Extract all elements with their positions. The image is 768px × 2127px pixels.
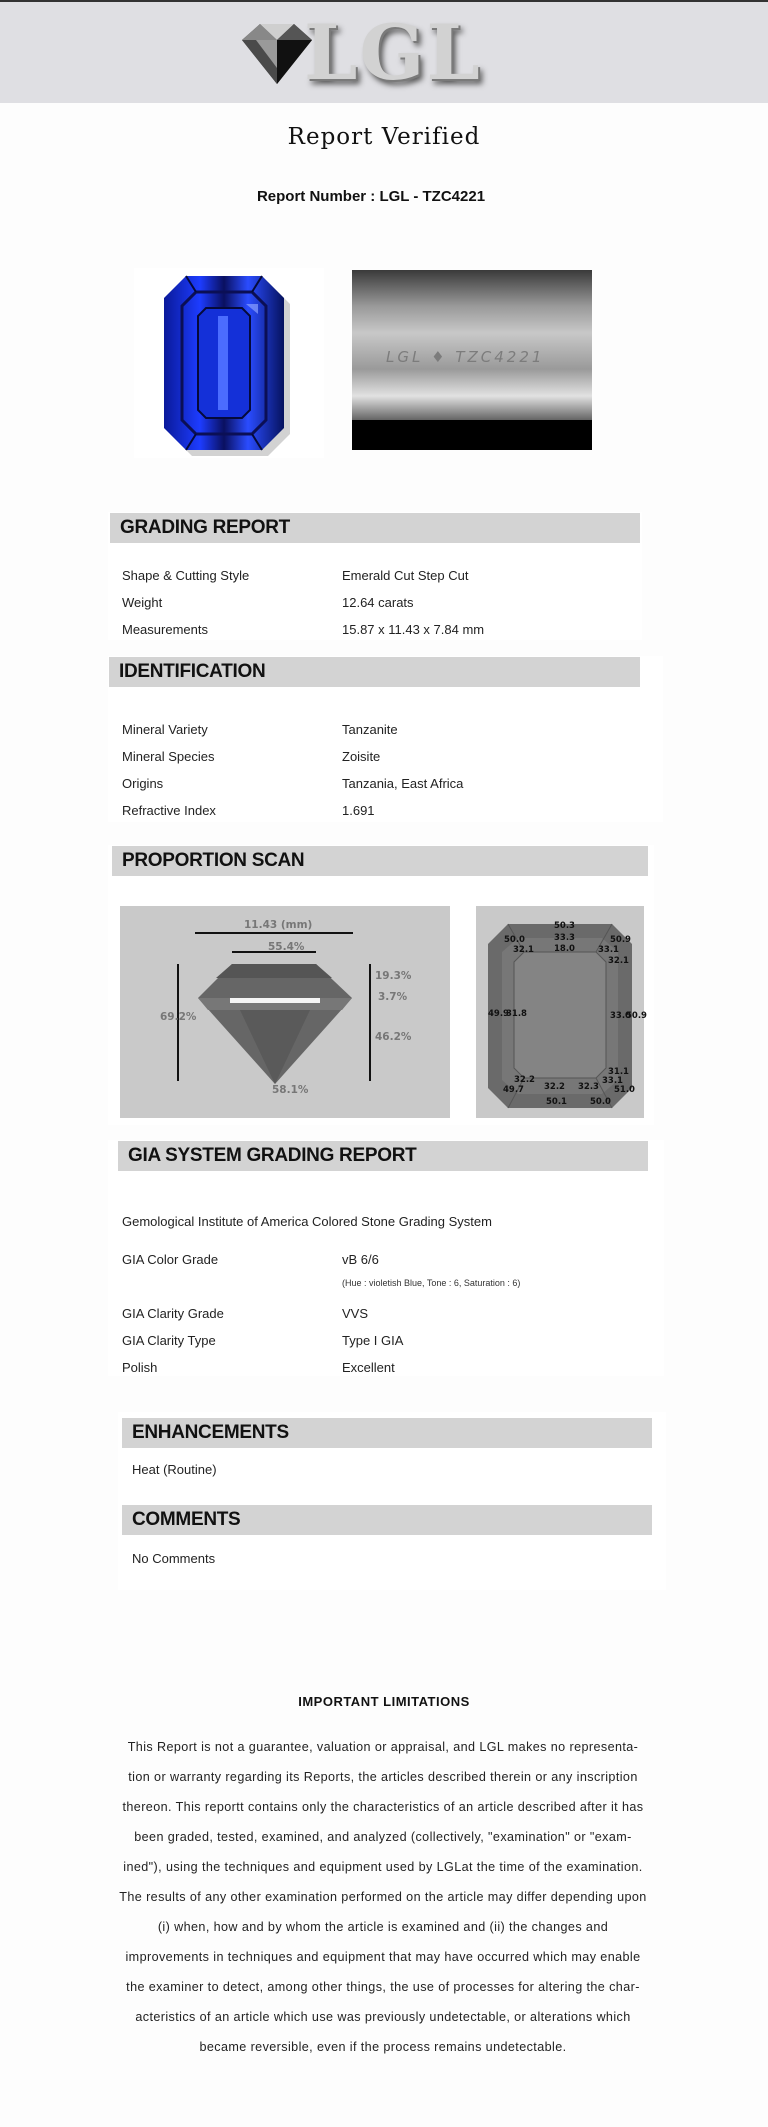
girdle-percent: 3.7% xyxy=(378,991,408,1003)
gia-heading: GIA SYSTEM GRADING REPORT xyxy=(118,1141,648,1171)
polish-value: Excellent xyxy=(342,1360,395,1375)
right-inner-value: 33.0 xyxy=(610,1011,631,1021)
side-profile-svg xyxy=(120,906,450,1118)
enhancements-text: Heat (Routine) xyxy=(132,1462,217,1477)
gia-color-label: GIA Color Grade xyxy=(122,1252,219,1267)
bottom-right-value: 51.0 xyxy=(614,1085,635,1095)
measurements-value: 15.87 x 11.43 x 7.84 mm xyxy=(342,622,485,637)
inscription-photo xyxy=(352,270,592,450)
enhancements-heading: ENHANCEMENTS xyxy=(122,1418,652,1448)
gia-color-value: vB 6/6 xyxy=(342,1252,379,1267)
identification-heading: IDENTIFICATION xyxy=(109,657,640,687)
right-outer-value: 50.9 xyxy=(626,1011,647,1021)
measurements-label: Measurements xyxy=(122,622,208,637)
bottom-mid-left-value: 32.2 xyxy=(544,1082,565,1092)
mineral-variety-label: Mineral Variety xyxy=(122,722,208,737)
gia-clarity-type-value: Type I GIA xyxy=(342,1333,404,1348)
top-row3-value: 18.0 xyxy=(554,944,575,954)
width-label: 11.43 (mm) xyxy=(244,919,313,931)
gia-clarity-type-label: GIA Clarity Type xyxy=(122,1333,216,1348)
limitations-heading: IMPORTANT LIMITATIONS xyxy=(298,1694,470,1709)
inscription-image xyxy=(352,270,592,450)
shape-value: Emerald Cut Step Cut xyxy=(342,568,469,583)
limitations-text: This Report is not a guarantee, valuation or appraisal, and LGL makes no representa-tion or warranty regarding its Reports, the articles described therein or any inscription thereon. This reportt contains only the characteristics of an article described after it has been graded, tested, examined, and analyzed (collectively, "examination" or "exam-ined"), using the techniques and equipment used by LGLat the time of the examination. The results of any other examination performed on the article may differ depending upon (i) when, how and by whom the article is examined and (ii) the changes and improvements in techniques and equipment that may have occurred which may enable the examiner to detect, among other things, the use of processes for altering the char-acteristics of an article which use was previously undetectable, or alterations which became reversible, even if the process remains undetectable. xyxy=(119,1740,647,2054)
logo-text: LGL xyxy=(304,8,482,97)
top-center-value: 50.3 xyxy=(554,921,575,931)
left-outer-value: 49.9 xyxy=(488,1009,509,1019)
pavilion-percent: 46.2% xyxy=(375,1031,412,1043)
weight-value: 12.64 carats xyxy=(342,595,414,610)
bottom-mid-right-value: 32.3 xyxy=(578,1082,599,1092)
top-view-diagram xyxy=(476,906,647,1118)
report-number: Report Number : LGL - TZC4221 xyxy=(256,188,486,205)
gia-color-note: (Hue : violetish Blue, Tone : 6, Saturation : 6) xyxy=(342,1278,521,1288)
site-header xyxy=(0,0,768,103)
proportion-scan-heading: PROPORTION SCAN xyxy=(112,846,648,876)
bottom-right-inner2-value: 33.1 xyxy=(602,1076,623,1086)
side-profile-diagram xyxy=(120,906,450,1118)
refractive-index-label: Refractive Index xyxy=(122,803,216,818)
comments-text: No Comments xyxy=(132,1551,216,1566)
gemstone-image xyxy=(134,268,324,458)
lgl-logo[interactable] xyxy=(232,8,492,97)
top-view-svg xyxy=(476,906,647,1118)
bottom-left-inner-value: 32.2 xyxy=(514,1075,535,1085)
mineral-species-label: Mineral Species xyxy=(122,749,215,764)
top-right-inner2-value: 32.1 xyxy=(608,956,629,966)
top-right-inner-value: 33.1 xyxy=(598,945,619,955)
polish-label: Polish xyxy=(122,1360,158,1375)
top-row2-value: 33.3 xyxy=(554,933,575,943)
inscription-text: LGL ♦ TZC4221 xyxy=(386,348,545,366)
top-right-value: 50.9 xyxy=(610,935,631,945)
shape-label: Shape & Cutting Style xyxy=(122,568,250,583)
total-depth-percent: 69.2% xyxy=(160,1011,197,1023)
origins-label: Origins xyxy=(122,776,164,791)
table-percent: 55.4% xyxy=(268,941,305,953)
page-title: Report Verified xyxy=(287,124,481,150)
mineral-variety-value: Tanzanite xyxy=(342,722,398,737)
crown-percent: 19.3% xyxy=(375,970,412,982)
bottom-left-value: 49.7 xyxy=(503,1085,524,1095)
gia-system-text: Gemological Institute of America Colored Stone Grading System xyxy=(122,1214,492,1229)
mineral-species-value: Zoisite xyxy=(342,749,381,764)
grading-report-heading: GRADING REPORT xyxy=(110,513,640,543)
left-inner-value: 31.8 xyxy=(506,1009,527,1019)
gia-clarity-grade-label: GIA Clarity Grade xyxy=(122,1306,224,1321)
weight-label: Weight xyxy=(122,595,163,610)
bottom-right-inner-value: 31.1 xyxy=(608,1067,629,1077)
top-left-value: 50.0 xyxy=(504,935,525,945)
bottom-right-center-value: 50.0 xyxy=(590,1097,611,1107)
bottom-left-center-value: 50.1 xyxy=(546,1097,567,1107)
origins-value: Tanzania, East Africa xyxy=(342,776,464,791)
refractive-index-value: 1.691 xyxy=(342,803,375,818)
culet-percent: 58.1% xyxy=(272,1084,309,1096)
top-left-inner-value: 32.1 xyxy=(513,945,534,955)
comments-heading: COMMENTS xyxy=(122,1505,652,1535)
gia-clarity-grade-value: VVS xyxy=(342,1306,369,1321)
